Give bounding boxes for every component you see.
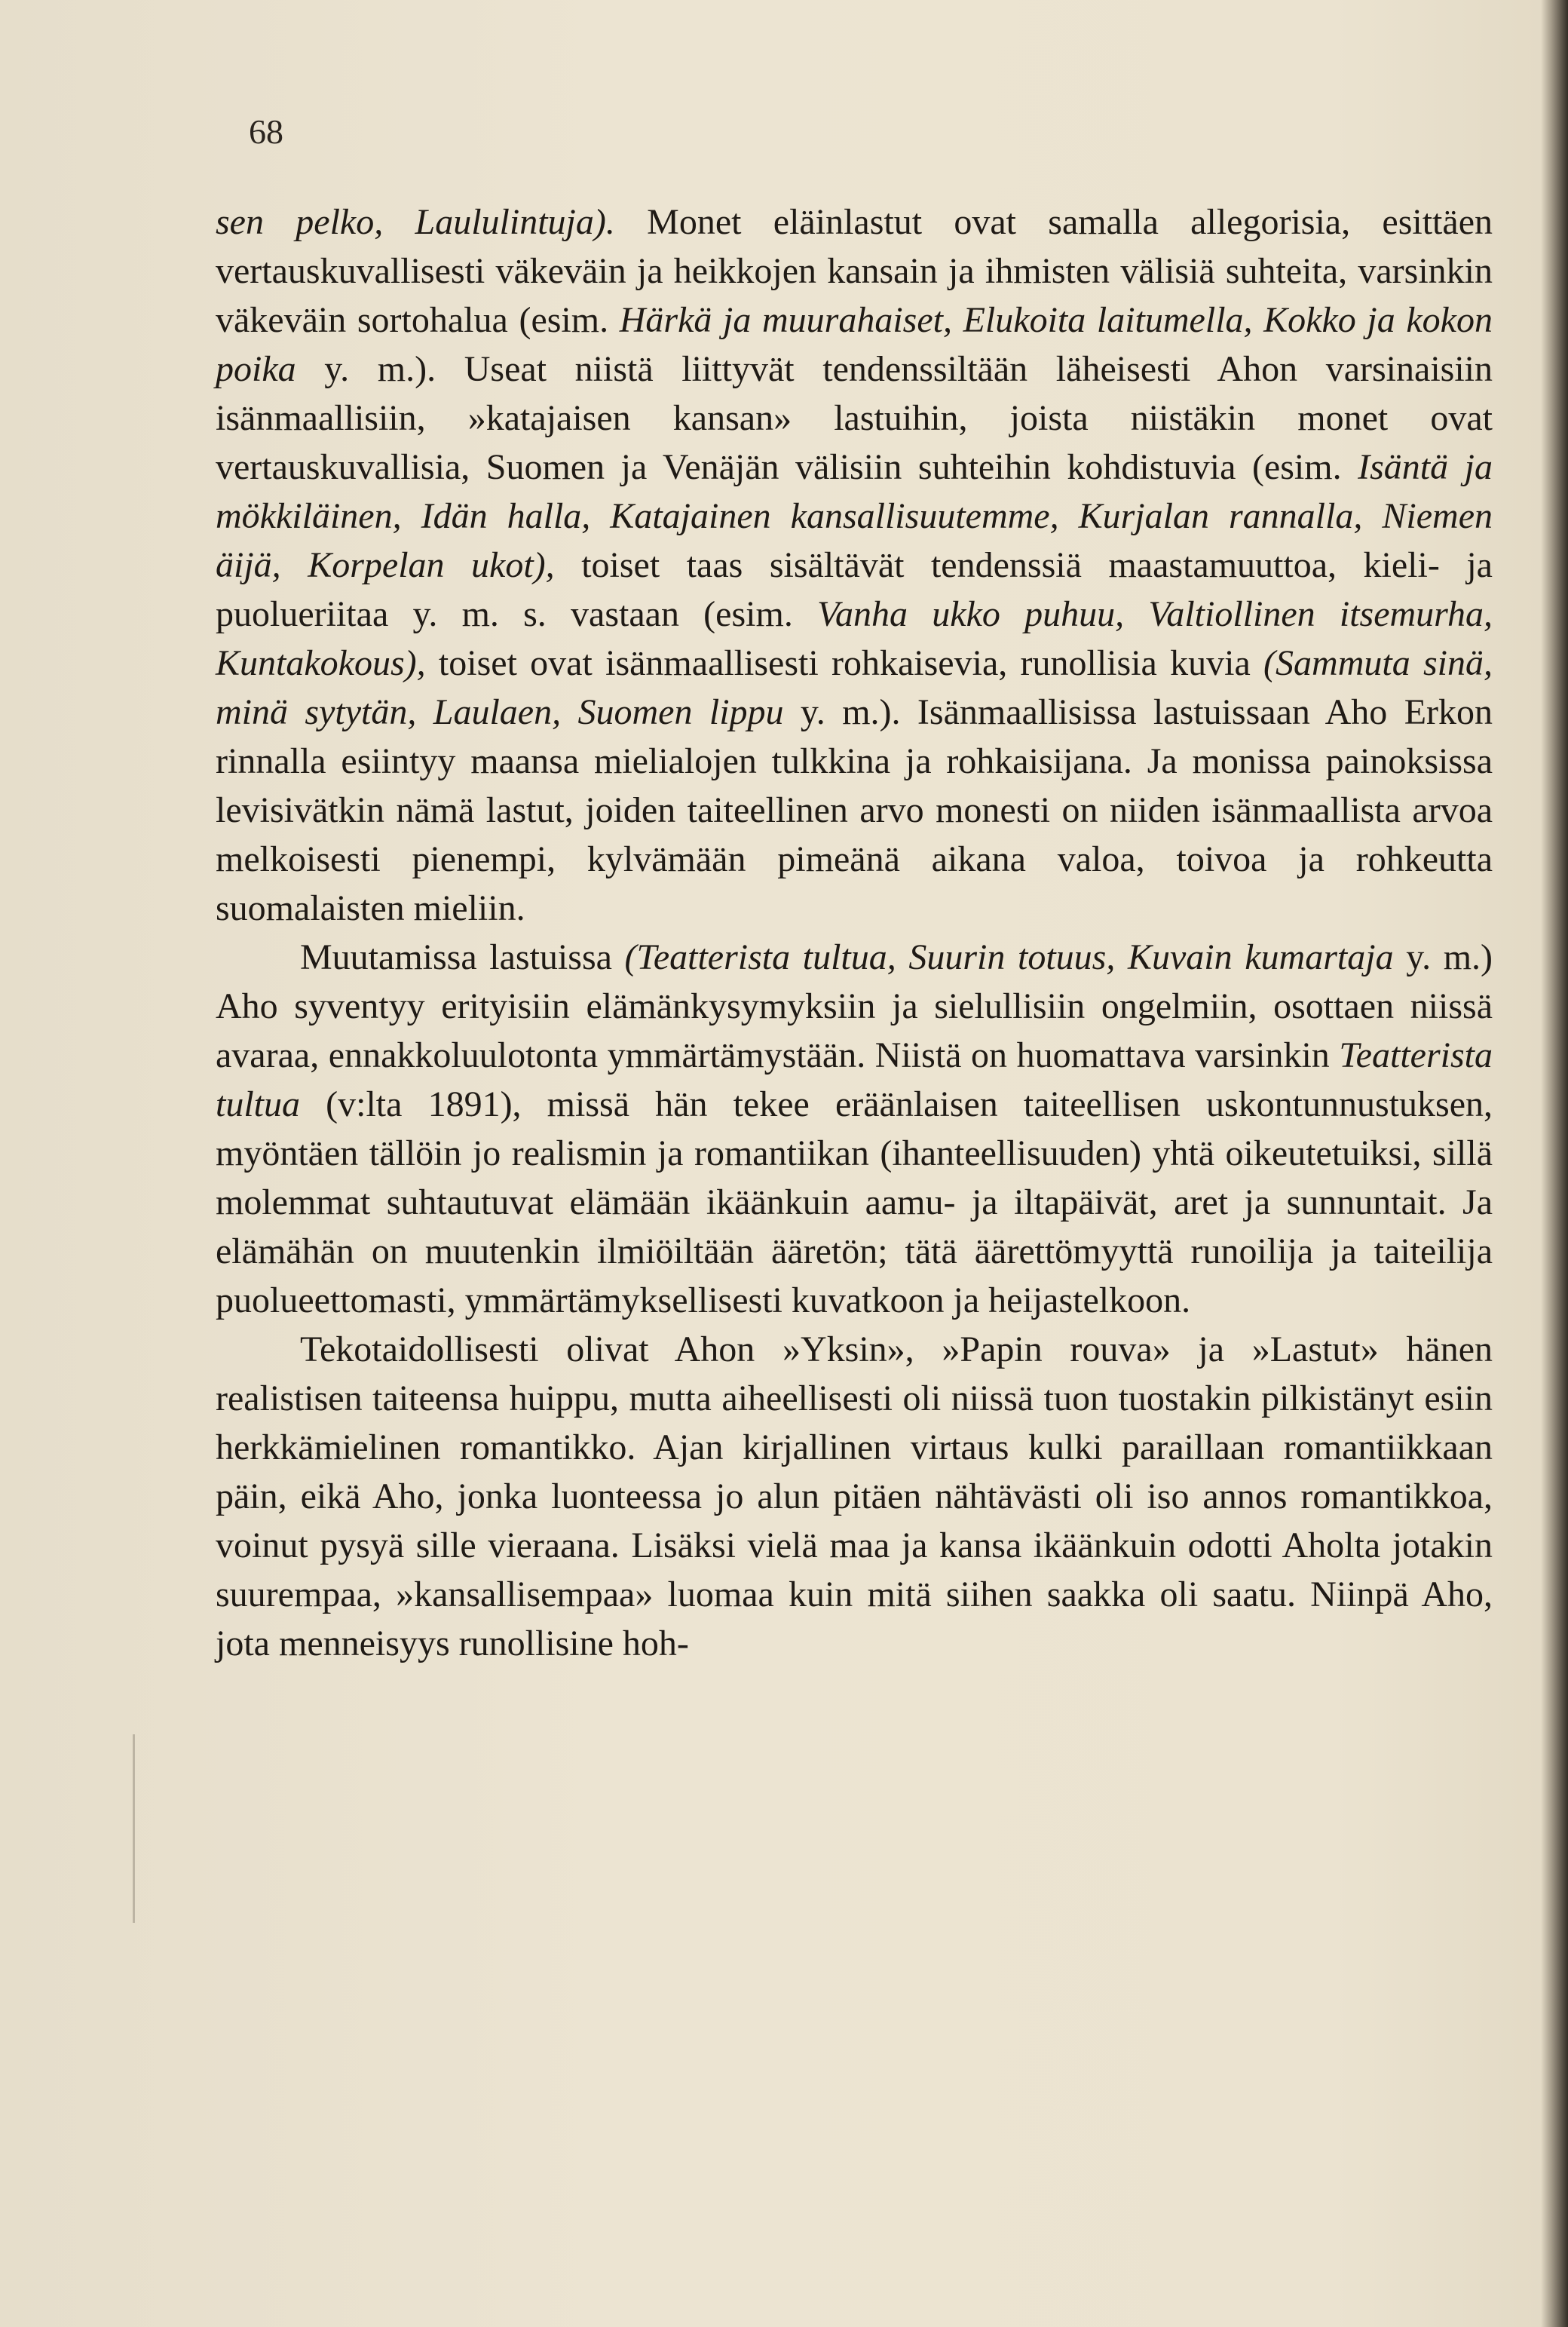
italic-title-text: Härkä ja muurahaiset, Elukoita laitumella, Kokko ja kokon poika [216, 300, 1493, 389]
body-text [216, 198, 1493, 1668]
text-segment: y. m.) Aho syventyy erityisiin elämänkysymyksiin ja sielullisiin ongelmiin, osottaen niissä avaraa, ennakkoluulotonta ymmärtämystään. Niistä on huomattava varsinkin [216, 937, 1493, 1075]
text-segment: toiset ovat isänmaallisesti rohkaisevia, runollisia kuvia [425, 643, 1264, 683]
text-segment: Tekotaidollisesti olivat Ahon »Yksin», »Papin rouva» ja »Lastut» hänen realistisen taiteensa huippu, mutta aiheellisesti oli niissä tuon tuostakin pilkistänyt esiin herkkämielinen romantikko. Ajan kirjallinen virtaus kulki paraillaan romantiikkaan päin, eikä Aho, jonka luonteessa jo alun pitäen nähtävästi oli iso annos romantikkoa, voinut pysyä sille vieraana. Lisäksi vielä maa ja kansa ikäänkuin odotti Aholta jotakin suurempaa, »kansallisempaa» luomaa kuin mitä siihen saakka oli saatu. Niinpä Aho, jota menneisyys runollisine hoh- [216, 1329, 1493, 1663]
text-segment: y. m.). Isänmaallisissa lastuissaan Aho Erkon rinnalla esiintyy maansa mielialojen tulkkina ja rohkaisijana. Ja monissa painoksissa levisivätkin nämä lastut, joiden taiteellinen arvo monesti on niiden isänmaallista arvoa melkoisesti pienempi, kylvämään pimeänä aikana valoa, toivoa ja rohkeutta suomalaisten mieliin. [216, 692, 1493, 928]
italic-title-text: Vanha ukko puhuu, Valtiollinen itsemurha, Kuntakokous), [216, 594, 1493, 683]
italic-title-text: Teatterista tultua [216, 1035, 1493, 1124]
text-segment: (v:lta 1891), missä hän tekee eräänlaisen taiteellisen uskontunnustuksen, myöntäen tällöin jo realismin ja romantiikan (ihanteellisuuden) yhtä oikeutetuiksi, sillä molemmat suhtautuvat elämään ikäänkuin aamu- ja iltapäivät, aret ja sunnuntait. Ja elämähän on muutenkin ilmiöiltään ääretön; tätä äärettömyyttä runoilija ja taiteilija puolueettomasti, ymmärtämyksellisesti kuvatkoon ja heijastelkoon. [216, 1084, 1493, 1320]
italic-title-text: Isäntä ja mökkiläinen, Idän halla, Katajainen kansallisuutemme, Kurjalan rannalla, Niemen äijä, Korpelan ukot), [216, 447, 1493, 585]
text-segment: y. m.). Useat niistä liittyvät tendenssiltään läheisesti Ahon varsinaisiin isänmaallisiin, »katajaisen kansan» lastuihin, joista niistäkin monet ovat vertauskuvallisia, Suomen ja Venäjän välisiin suhteihin kohdistuvia (esim. [216, 349, 1493, 487]
paragraph [216, 198, 1493, 933]
page-edge-shadow [1541, 0, 1568, 2327]
page-number: 68 [249, 112, 283, 151]
text-segment: Muutamissa lastuissa [300, 937, 625, 977]
text-segment: Monet eläinlastut ovat samalla allegorisia, esittäen vertauskuvallisesti väkeväin ja heikkojen kansain ja ihmisten välisiä suhteita, varsinkin väkeväin sortohalua (esim. [216, 202, 1493, 340]
text-segment: toiset taas sisältävät tendenssiä maastamuuttoa, kieli- ja puolueriitaa y. m. s. vastaan (esim. [216, 545, 1493, 634]
paragraph [216, 1325, 1493, 1668]
paragraph [216, 933, 1493, 1325]
italic-title-text: (Sammuta sinä, minä sytytän, Laulaen, Suomen lippu [216, 643, 1493, 732]
margin-pencil-mark [133, 1734, 135, 1923]
italic-title-text: (Teatterista tultua, Suurin totuus, Kuvain kumartaja [624, 937, 1394, 977]
italic-title-text: sen pelko, Laululintuja). [216, 202, 615, 242]
